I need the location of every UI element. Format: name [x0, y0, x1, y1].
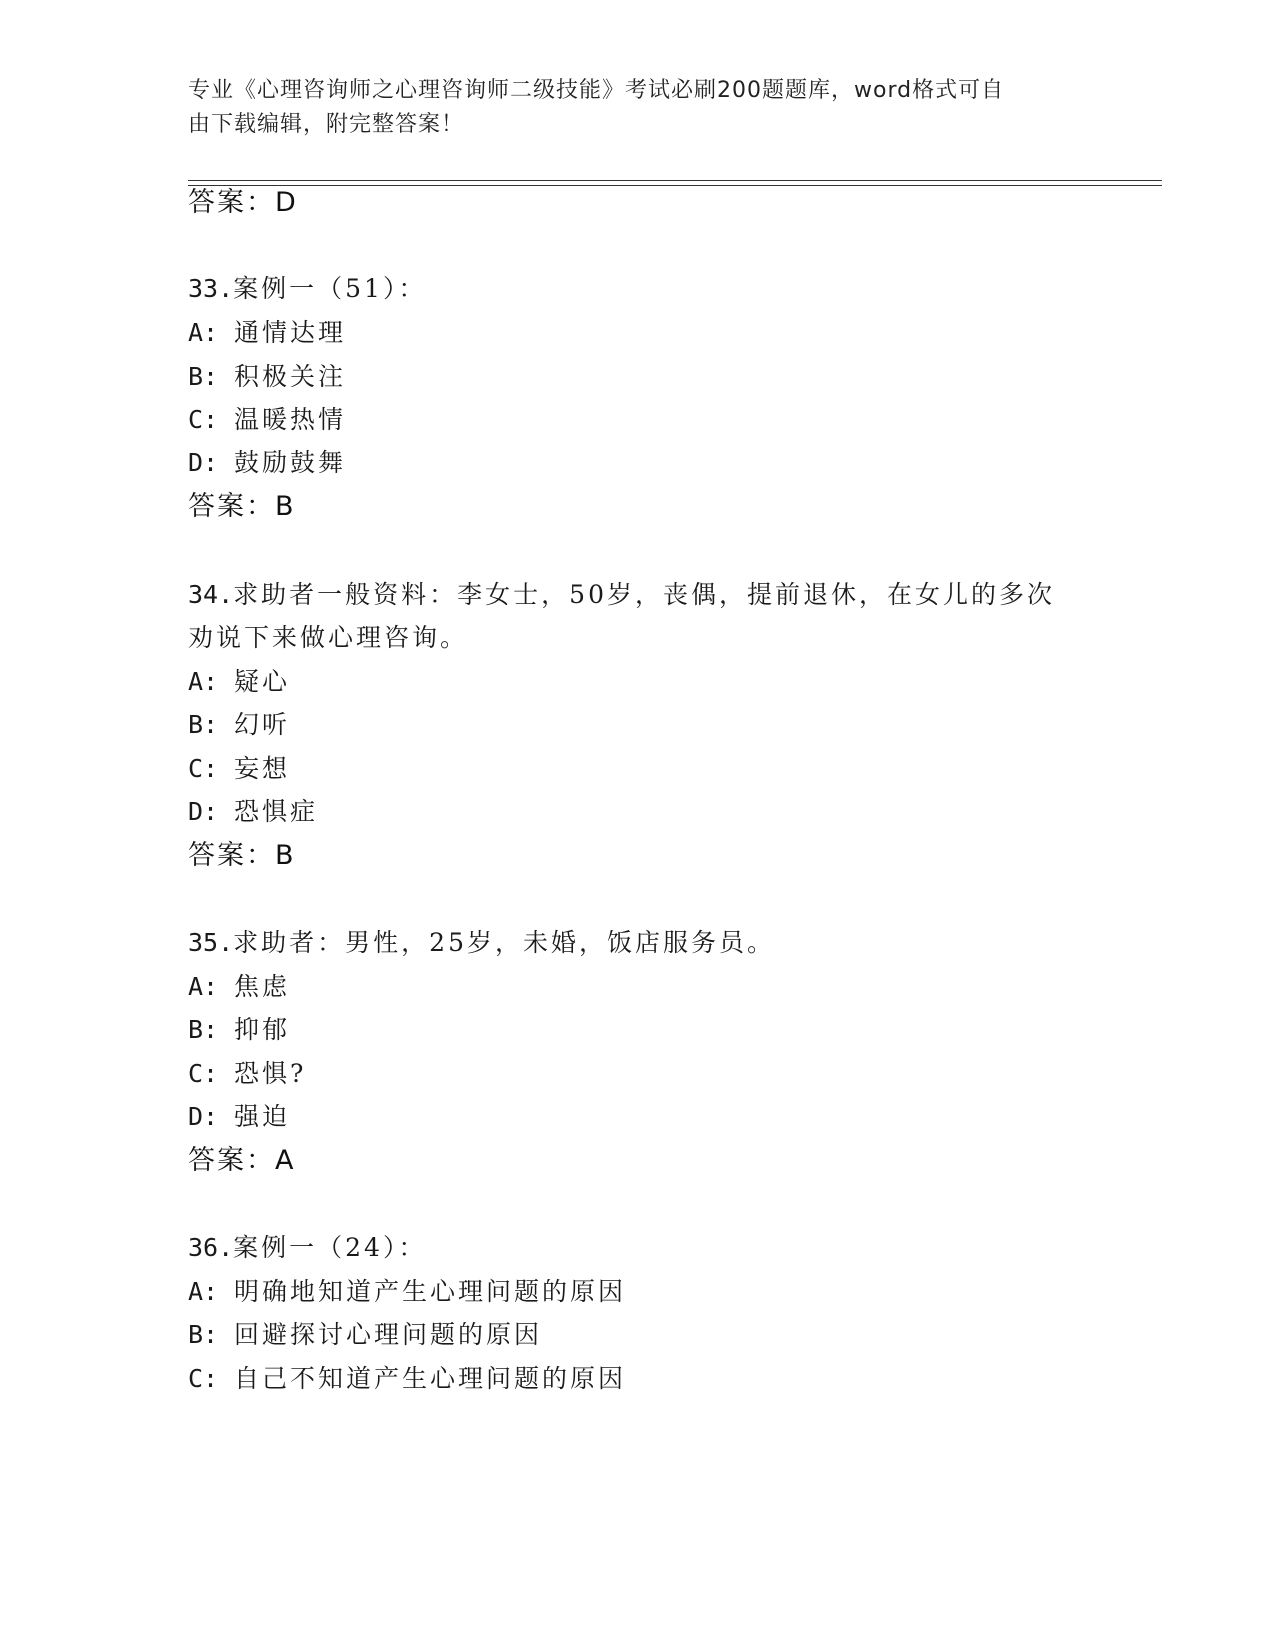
question-33-option-a — [188, 318, 346, 348]
question-36-option-a — [188, 1277, 626, 1307]
option-letter: D: — [188, 1102, 219, 1131]
option-letter: A: — [188, 1277, 219, 1306]
question-text: 求助者一般资料：李女士，50岁，丧偶，提前退休，在女儿的多次 — [233, 580, 1055, 609]
option-text: 自己不知道产生心理问题的原因 — [234, 1364, 627, 1393]
question-36-stem — [188, 1233, 426, 1263]
option-text: 鼓励鼓舞 — [234, 448, 347, 477]
question-33-option-d — [188, 448, 346, 478]
option-text: 回避探讨心理问题的原因 — [234, 1320, 543, 1349]
option-letter: D: — [188, 797, 219, 826]
question-34-stem-line-1 — [188, 580, 1055, 610]
question-33-stem — [188, 274, 426, 304]
option-letter: C: — [188, 405, 219, 434]
option-text: 焦虑 — [234, 972, 291, 1001]
answer-33: 答案：B — [188, 491, 296, 522]
option-text: 强迫 — [234, 1102, 291, 1131]
option-text: 妄想 — [234, 754, 291, 783]
option-letter: D: — [188, 448, 219, 477]
question-33-option-c — [188, 405, 346, 435]
option-letter: B: — [188, 362, 219, 391]
option-letter: B: — [188, 1015, 219, 1044]
option-letter: B: — [188, 1320, 219, 1349]
question-text: 案例一（51）： — [233, 274, 427, 303]
question-35-stem — [188, 928, 775, 958]
question-35-option-b — [188, 1015, 290, 1045]
question-34-option-d — [188, 797, 318, 827]
answer-32: 答案：D — [188, 187, 298, 218]
option-text: 温暖热情 — [234, 405, 347, 434]
question-36-option-c — [188, 1364, 626, 1394]
header-divider-bottom — [188, 185, 1162, 186]
question-number: 34. — [188, 580, 234, 609]
question-number: 35. — [188, 928, 234, 957]
option-text: 明确地知道产生心理问题的原因 — [234, 1277, 627, 1306]
option-text: 抑郁 — [234, 1015, 291, 1044]
question-35-option-c — [188, 1059, 306, 1089]
question-35-option-d — [188, 1102, 290, 1132]
question-34-stem-line-2: 劝说下来做心理咨询。 — [188, 623, 469, 652]
question-number: 33. — [188, 274, 234, 303]
option-text: 恐惧? — [234, 1059, 307, 1088]
option-letter: C: — [188, 754, 219, 783]
option-letter: A: — [188, 972, 219, 1001]
option-text: 通情达理 — [234, 318, 347, 347]
option-text: 恐惧症 — [234, 797, 319, 826]
header-line-1: 专业《心理咨询师之心理咨询师二级技能》考试必刷200题题库，word格式可自 — [188, 78, 1005, 103]
question-34-option-a — [188, 667, 290, 697]
question-33-option-b — [188, 362, 346, 392]
question-number: 36. — [188, 1233, 234, 1262]
answer-34: 答案：B — [188, 840, 296, 871]
option-letter: A: — [188, 667, 219, 696]
option-text: 幻听 — [234, 710, 291, 739]
question-34-option-c — [188, 754, 290, 784]
document-header — [188, 74, 1088, 142]
option-text: 积极关注 — [234, 362, 347, 391]
option-letter: A: — [188, 318, 219, 347]
answer-35: 答案：A — [188, 1145, 296, 1176]
option-letter: C: — [188, 1059, 219, 1088]
option-text: 疑心 — [234, 667, 291, 696]
question-text: 求助者：男性，25岁，未婚，饭店服务员。 — [233, 928, 775, 957]
question-text: 案例一（24）： — [233, 1233, 427, 1262]
question-36-option-b — [188, 1320, 542, 1350]
option-letter: C: — [188, 1364, 219, 1393]
option-letter: B: — [188, 710, 219, 739]
header-line-2: 由下载编辑，附完整答案！ — [188, 112, 465, 137]
question-34-option-b — [188, 710, 290, 740]
header-divider-top — [188, 180, 1162, 181]
question-35-option-a — [188, 972, 290, 1002]
